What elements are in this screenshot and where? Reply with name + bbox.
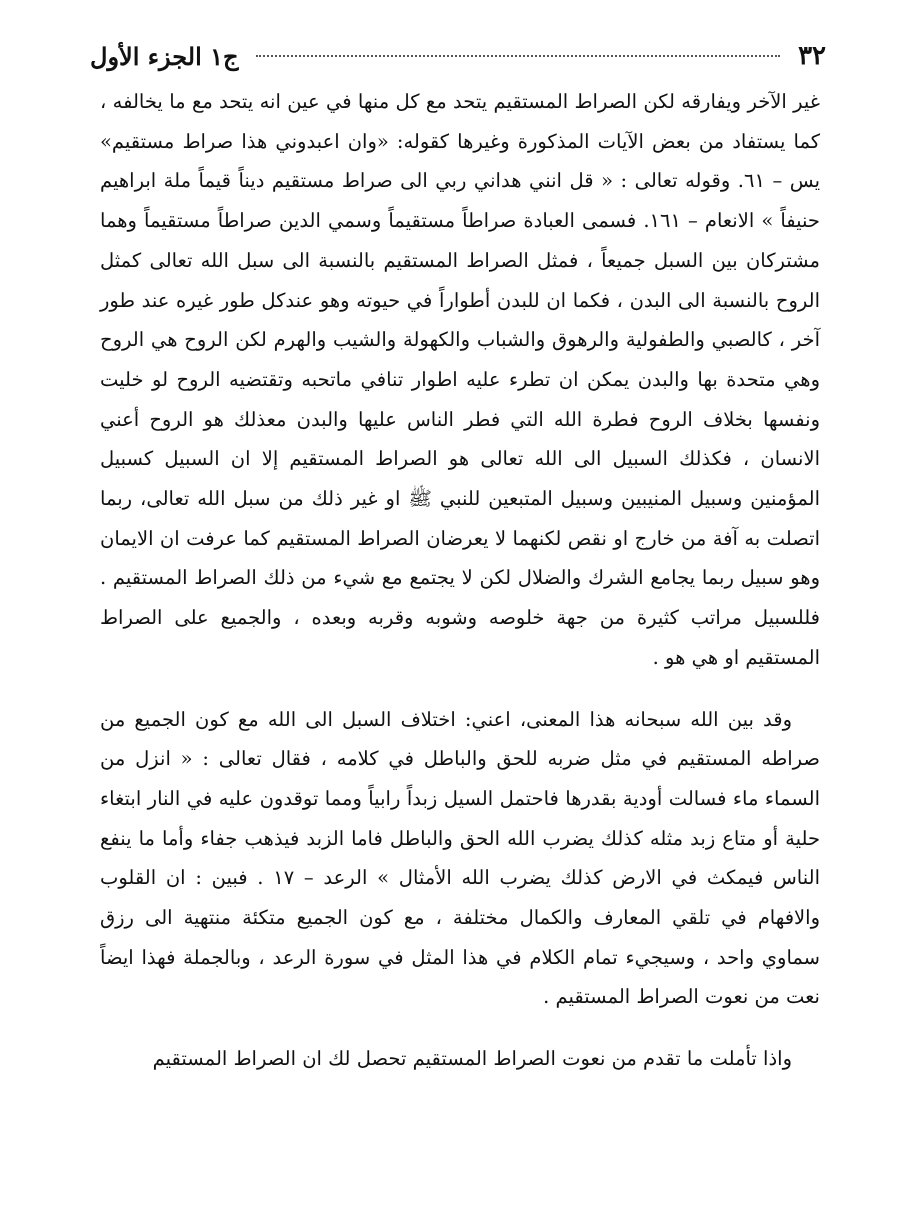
paragraph-1: غير الآخر ويفارقه لكن الصراط المستقيم يتحد مع كل منها في عين انه يتحد مع ما يخالفه ، كما يستفاد من بعض الآيات المذكورة وغيرها كقوله: «وان اعبدوني هذا صراط مستقيم» يس – ٦١. وقوله تعالى : « قل انني هداني ربي الى صراط مستقيم ديناً قيماً ملة ابراهيم حنيفاً » الانعام – ١٦١. فسمى العبادة صراطاً مستقيماً وسمي الدين صراطاً مستقيماً وهما مشتركان بين السبل جميعاً ، فمثل الصراط المستقيم بالنسبة الى سبل الله تعالى كمثل الروح بالنسبة الى البدن ، فكما ان للبدن أطواراً في حيوته وهو عندكل طور غيره عند طور آخر ، كالصبي والطفولية والرهوق والشباب والكهولة والشيب والهرم لكن الروح هي الروح وهي متحدة بها والبدن يمكن ان تطرء عليه اطوار تنافي ماتحبه وتقتضيه الروح لو خليت ونفسها بخلاف الروح فطرة الله التي فطر الناس عليها والبدن معذلك هو الروح أعني الانسان ، فكذلك السبيل الى الله تعالى هو الصراط المستقيم إلا ان السبيل كسبيل المؤمنين وسبيل المنيبين وسبيل المتبعين للنبي ﷺ او غير ذلك من سبل الله تعالى، ربما اتصلت به آفة من خارج او نقص لكنهما لا يعرضان الصراط المستقيم كما عرفت ان الايمان وهو سبيل ربما يجامع الشرك والضلال لكن لا يجتمع مع شيء من ذلك الصراط المستقيم . فللسبيل مراتب كثيرة من جهة خلوصه وشوبه وقربه وبعده ، والجميع على الصراط المستقيم او هي هو . xyxy=(100,90,821,669)
body-text xyxy=(100,82,820,1079)
header-dotted-rule xyxy=(256,55,780,57)
page-number: ٣٢ xyxy=(798,41,826,71)
paragraph-3: واذا تأملت ما تقدم من نعوت الصراط المستقيم تحصل لك ان الصراط المستقيم xyxy=(152,1047,792,1071)
running-title: ج١ الجزء الأول xyxy=(90,41,239,71)
page-header xyxy=(90,36,826,76)
paragraph-2: وقد بين الله سبحانه هذا المعنى، اعني: اختلاف السبل الى الله مع كون الجميع من صراطه المستقيم في مثل ضربه للحق والباطل في كلامه ، فقال تعالى : « انزل من السماء ماء فسالت أودية بقدرها فاحتمل السيل زبداً رابياً ومما توقدون عليه في النار ابتغاء حلية أو متاع زبد مثله كذلك يضرب الله الحق والباطل فاما الزبد فيذهب جفاء وأما ما ينفع الناس فيمكث في الارض كذلك يضرب الله الأمثال » الرعد – ١٧ . فبين : ان القلوب والافهام في تلقي المعارف والكمال مختلفة ، مع كون الجميع متكئة منتهية الى رزق سماوي واحد ، وسيجيء تمام الكلام في هذا المثل في سورة الرعد ، وبالجملة فهذا ايضاً نعت من نعوت الصراط المستقيم . xyxy=(100,707,820,1009)
